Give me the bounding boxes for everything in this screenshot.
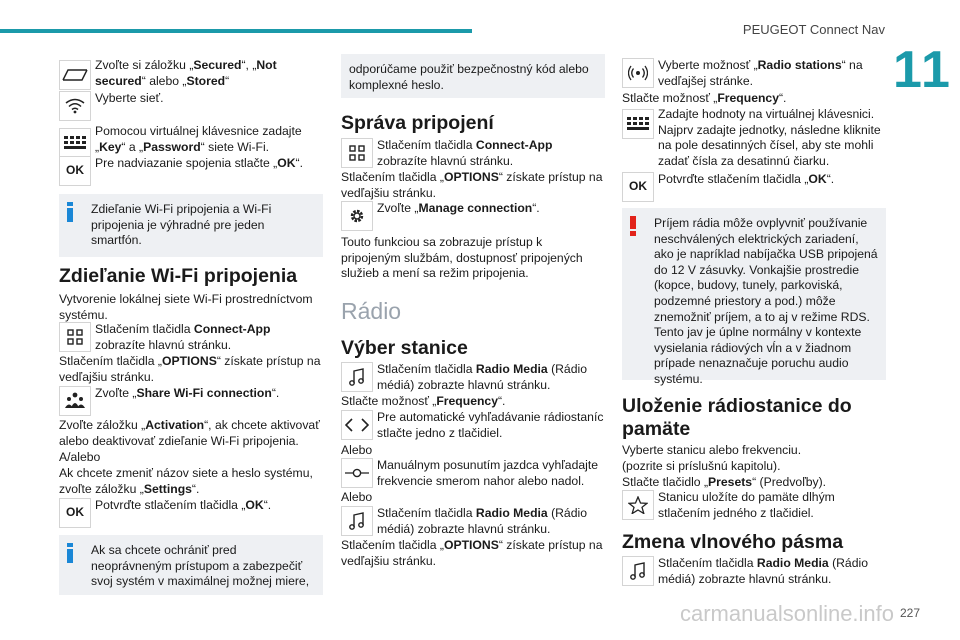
step-save-long-press: Stanicu uložíte do pamäte dlhým stlačením jedného z tlačidiel. <box>622 490 886 521</box>
heading-radio: Rádio <box>341 298 402 324</box>
or-text: Alebo <box>341 443 373 457</box>
manage-description: Touto funkciou sa zobrazuje prístup k pripojeným službám, dostupnosť pripojených služieb a mení sa režim pripojenia. <box>341 235 583 281</box>
step-band-radio-media: Stlačením tlačidla Radio Media (Rádio médiá) zobrazte hlavnú stránku. <box>622 556 886 587</box>
step-settings: Ak chcete zmeniť názov siete a heslo systému, zvoľte záložku „Settings“. <box>59 466 313 496</box>
apps-grid-icon <box>59 322 91 352</box>
info-note-security: Ak sa chcete ochrániť pred neoprávneným prístupom a zabezpečiť svoj systém v maximálnej možnej miere, <box>59 535 323 595</box>
info-icon <box>67 543 72 563</box>
step-frequency: Stlačte možnosť „Frequency“. <box>622 91 787 105</box>
info-icon <box>67 202 72 222</box>
step-confirm-ok: OK Potvrďte stlačením tlačidla „OK“. <box>622 172 886 188</box>
chapter-number: 11 <box>893 41 952 99</box>
header-title: PEUGEOT Connect Nav <box>742 22 885 37</box>
step-connect-app: Stlačením tlačidla Connect-App zobrazíte hlavnú stránku. <box>59 322 323 353</box>
music-note-icon <box>341 362 373 392</box>
step-presets: Stlačte tlačidlo „Presets“ (Predvoľby). <box>622 475 827 489</box>
heading-select-station: Výber stanice <box>341 337 468 359</box>
heading-share-wifi: Zdieľanie Wi-Fi pripojenia <box>59 265 298 287</box>
radio-antenna-icon <box>622 58 654 88</box>
warning-icon <box>630 216 635 236</box>
step-share-connection: Zvoľte „Share Wi-Fi connection“. <box>59 386 323 402</box>
watermark: carmanualsonline.info <box>680 601 895 626</box>
keyboard-icon <box>59 128 91 158</box>
info-note-wifi: Zdieľanie Wi-Fi pripojenia a Wi-Fi pripojenia je výhradné pre jeden smartfón. <box>59 194 323 257</box>
step-wifi-tab: Zvoľte si záložku „Secured“, „Not secured“ alebo „Stored“ <box>59 58 323 89</box>
step-activation: Zvoľte záložku „Activation“, ak chcete aktivovať alebo deaktivovať zdieľanie Wi-Fi pripojenia. <box>59 418 320 448</box>
or-text: Alebo <box>341 490 373 504</box>
tab-shape-icon <box>59 60 91 90</box>
keyboard-icon <box>622 109 654 139</box>
heading-manage-connections: Správa pripojení <box>341 112 494 134</box>
warning-note-reception: Príjem rádia môže ovplyvniť používanie neschválených elektrických zariadení, ako je napríklad nabíjačka USB pripojená do 12 V zásuvky. Vonkajšie prostredie (kopce, budovy, tunely, parkoviská, podzemné priestory a pod.) môže znemožniť príjem, a to aj v režime RDS. Tento jav je úplne normálny v kontexte vysielania rádiových vĺn a v žiadnom prípade nenaznačuje poruchu audio systému. <box>622 208 886 380</box>
step-radio-media: Stlačením tlačidla Radio Media (Rádio médiá) zobrazte hlavnú stránku. <box>341 362 605 393</box>
ok-button-icon: OK <box>622 172 654 202</box>
step-confirm-ok: OK Potvrďte stlačením tlačidla „OK“. <box>59 498 323 514</box>
step-radio-media-2: Stlačením tlačidla Radio Media (Rádio médiá) zobrazte hlavnú stránku. <box>341 506 605 537</box>
step-radio-stations: Vyberte možnosť „Radio stations“ na vedľajšej stránke. <box>622 58 886 89</box>
page-number: 227 <box>900 606 921 620</box>
apps-grid-icon <box>341 138 373 168</box>
ok-button-icon: OK <box>59 498 91 528</box>
step-manage-connection: Zvoľte „Manage connection“. <box>341 201 605 217</box>
step-auto-search: Pre automatické vyhľadávanie rádiostaníc stlačte jedno z tlačidiel. <box>341 410 605 441</box>
share-users-icon <box>59 386 91 416</box>
or-text: A/alebo <box>59 450 101 464</box>
save-reference: (pozrite si príslušnú kapitolu). <box>622 459 781 473</box>
music-note-icon <box>341 506 373 536</box>
wifi-icon <box>59 91 91 121</box>
step-enter-values: Zadajte hodnoty na virtuálnej klávesnici. Najprv zadajte jednotky, následne kliknite na pole desatinných čísel, aby ste mohli zadať čísla za desatinnú čiarku. <box>622 107 886 169</box>
star-icon <box>622 490 654 520</box>
info-note-security-cont: odporúčame použiť bezpečnostný kód alebo komplexné heslo. <box>341 54 605 98</box>
step-select-network: Vyberte sieť. <box>59 91 323 107</box>
step-connect-app: Stlačením tlačidla Connect-App zobrazíte hlavnú stránku. <box>341 138 605 169</box>
step-options: Stlačením tlačidla „OPTIONS“ získate prístup na vedľajšiu stránku. <box>341 170 603 200</box>
step-options: Stlačením tlačidla „OPTIONS“ získate prístup na vedľajšiu stránku. <box>59 354 321 384</box>
heading-save-station: Uloženie rádiostanice do pamäte <box>622 395 852 440</box>
share-intro: Vytvorenie lokálnej siete Wi-Fi prostredníctvom systému. <box>59 292 313 322</box>
step-frequency: Stlačte možnosť „Frequency“. <box>341 394 506 408</box>
gear-icon <box>341 201 373 231</box>
step-options-2: Stlačením tlačidla „OPTIONS“ získate prístup na vedľajšiu stránku. <box>341 538 603 568</box>
music-note-icon <box>622 556 654 586</box>
step-manual-search: Manuálnym posunutím jazdca vyhľadajte frekvencie smerom nahor alebo nadol. <box>341 458 605 489</box>
step-keyboard: Pomocou virtuálnej klávesnice zadajte „Key“ a „Password“ siete Wi-Fi. <box>59 124 323 155</box>
step-ok: OK Pre nadviazanie spojenia stlačte „OK“. <box>59 156 323 172</box>
save-intro: Vyberte stanicu alebo frekvenciu. <box>622 443 802 457</box>
heading-change-band: Zmena vlnového pásma <box>622 531 844 553</box>
header-accent-bar <box>0 29 472 33</box>
prev-next-arrows-icon <box>341 410 373 440</box>
ok-button-icon: OK <box>59 156 91 186</box>
slider-icon <box>341 458 373 488</box>
